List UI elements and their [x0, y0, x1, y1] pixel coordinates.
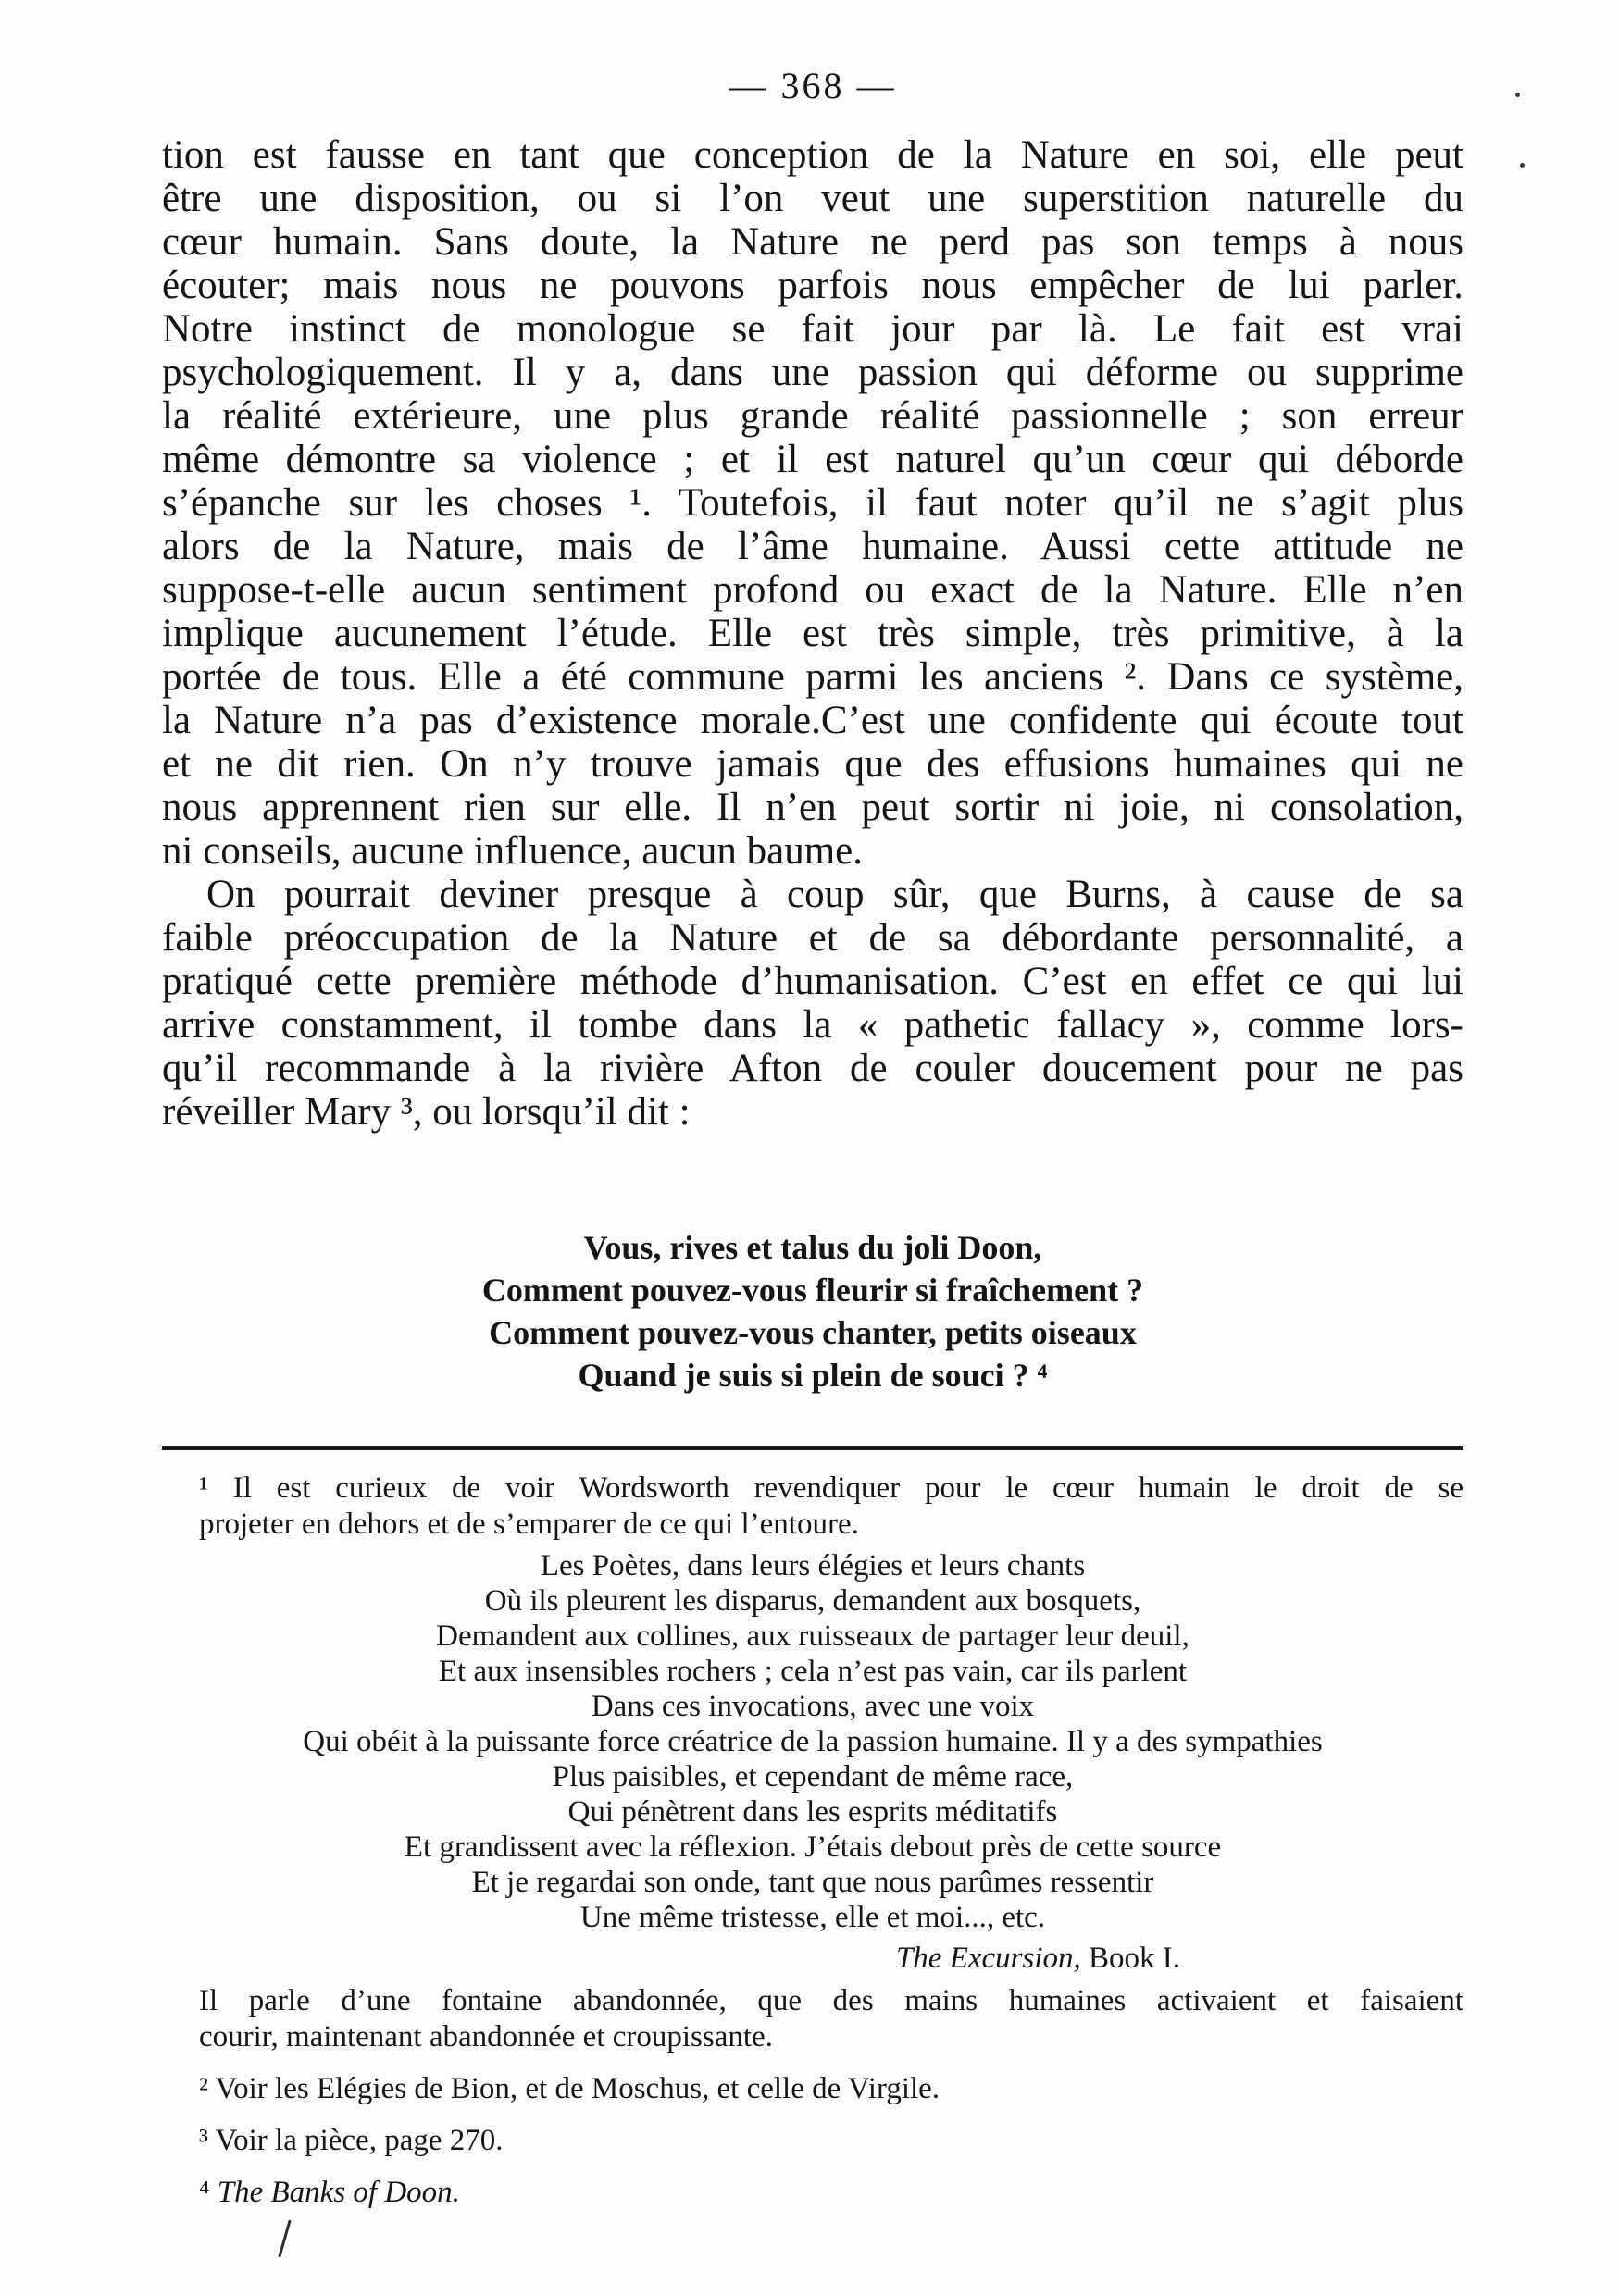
text-line: qu’il recommande à la rivière Afton de couler doucement pour ne pas: [162, 1047, 1463, 1090]
text-line: suppose-t-elle aucun sentiment profond ou exact de la Nature. Elle n’en: [162, 568, 1463, 612]
text-line: la réalité extérieure, une plus grande réalité passionnelle ; son erreur: [162, 394, 1463, 438]
text-line: Les Poètes, dans leurs élégies et leurs chants: [540, 1549, 1086, 1582]
footnote-4-title: The Banks of Doon.: [217, 2176, 460, 2209]
text-line: projeter en dehors et de s’emparer de ce qui l’entoure.: [199, 1508, 859, 1541]
text-line: écouter; mais nous ne pouvons parfois nous empêcher de lui parler.: [162, 264, 1463, 307]
text-line: pratiqué cette première méthode d’humanisation. C’est en effet ce qui lui: [162, 960, 1463, 1003]
text-line: implique aucunement l’étude. Elle est très simple, très primitive, à la: [162, 612, 1463, 655]
text-line: Qui obéit à la puissante force créatrice de la passion humaine. Il y a des sympathies: [303, 1725, 1323, 1758]
scan-artifact-slash: [278, 2219, 291, 2257]
text-line: Qui pénètrent dans les esprits méditatifs: [567, 1795, 1058, 1829]
text-line: Une même tristesse, elle et moi..., etc.: [579, 1901, 1046, 1934]
attribution-book-number: Book I.: [1080, 1942, 1180, 1975]
text-line: On pourrait deviner presque à coup sûr, que Burns, à cause de sa: [206, 873, 1463, 916]
page-number: — 368 —: [729, 65, 897, 106]
text-line: ¹ Il est curieux de voir Wordsworth revendiquer pour le cœur humain le droit de se: [199, 1471, 1463, 1505]
text-line: Quand je suis si plein de souci ? ⁴: [578, 1357, 1048, 1394]
text-line: portée de tous. Elle a été commune parmi les anciens ². Dans ce système,: [162, 655, 1463, 699]
text-line: nous apprennent rien sur elle. Il n’en peut sortir ni joie, ni consolation,: [162, 786, 1463, 829]
attribution-work-title: The Excursion,: [895, 1942, 1081, 1975]
footnote-separator-rule: [162, 1446, 1463, 1450]
footnote-3: ³ Voir la pièce, page 270.: [199, 2124, 504, 2157]
text-line: même démontre sa violence ; et il est naturel qu’un cœur qui déborde: [162, 438, 1463, 481]
scan-artifact-dot: [1520, 163, 1525, 168]
page-content: [162, 65, 1463, 2211]
text-line: faible préoccupation de la Nature et de sa débordante personnalité, a: [162, 916, 1463, 960]
text-line: Et je regardai son onde, tant que nous parûmes ressentir: [471, 1866, 1154, 1899]
footnote-4: [162, 2175, 1463, 2211]
text-line: psychologiquement. Il y a, dans une passion qui déforme ou supprime: [162, 351, 1463, 394]
text-line: ni conseils, aucune influence, aucun baume.: [162, 829, 863, 873]
text-line: réveiller Mary ³, ou lorsqu’il dit :: [162, 1090, 691, 1134]
text-line: Il parle d’une fontaine abandonnée, que des mains humaines activaient et faisaient: [199, 1984, 1463, 2017]
text-line: Demandent aux collines, aux ruisseaux de partager leur deuil,: [436, 1620, 1189, 1653]
text-line: Plus paisibles, et cependant de même race,: [552, 1760, 1074, 1793]
text-line: Et aux insensibles rochers ; cela n’est pas vain, car ils parlent: [438, 1655, 1188, 1688]
footnote-2: ² Voir les Elégies de Bion, et de Moschus, et celle de Virgile.: [199, 2072, 940, 2105]
text-line: Comment pouvez-vous chanter, petits oiseaux: [489, 1314, 1137, 1351]
text-line: Vous, rives et talus du joli Doon,: [583, 1229, 1042, 1266]
text-line: Et grandissent avec la réflexion. J’étais debout près de cette source: [404, 1831, 1222, 1864]
text-line: et ne dit rien. On n’y trouve jamais que des effusions humaines qui ne: [162, 742, 1463, 786]
text-line: être une disposition, ou si l’on veut une superstition naturelle du: [162, 177, 1463, 220]
text-line: alors de la Nature, mais de l’âme humaine. Aussi cette attitude ne: [162, 525, 1463, 568]
footnote-1: [162, 1471, 1463, 1543]
text-line: arrive constamment, il tombe dans la « pathetic fallacy », comme lors-: [162, 1003, 1463, 1047]
text-line: Dans ces invocations, avec une voix: [591, 1690, 1035, 1723]
text-line: cœur humain. Sans doute, la Nature ne perd pas son temps à nous: [162, 220, 1463, 264]
scan-artifact-dot: [1515, 93, 1520, 97]
text-line: Notre instinct de monologue se fait jour par là. Le fait est vrai: [162, 307, 1463, 351]
verse-attribution: [162, 1939, 1463, 1978]
text-line: s’épanche sur les choses ¹. Toutefois, il faut noter qu’il ne s’agit plus: [162, 481, 1463, 525]
footnote-1-commentary: [162, 1983, 1463, 2055]
text-line: la Nature n’a pas d’existence morale.C’est une confidente qui écoute tout: [162, 699, 1463, 742]
footnote-4-marker: ⁴: [199, 2176, 218, 2209]
footnotes-section: [162, 1471, 1463, 2211]
text-line: Comment pouvez-vous fleurir si fraîchement ?: [481, 1272, 1144, 1309]
quoted-verse-doon: [162, 1226, 1463, 1396]
paragraph-continuation: [162, 133, 1463, 873]
text-line: courir, maintenant abandonnée et croupissante.: [199, 2020, 773, 2054]
paragraph-burns: [162, 873, 1463, 1134]
footnote-1-verse-wordsworth: [162, 1548, 1463, 1935]
text-line: Où ils pleurent les disparus, demandent aux bosquets,: [484, 1584, 1141, 1618]
text-line: tion est fausse en tant que conception de la Nature en soi, elle peut: [162, 133, 1463, 177]
